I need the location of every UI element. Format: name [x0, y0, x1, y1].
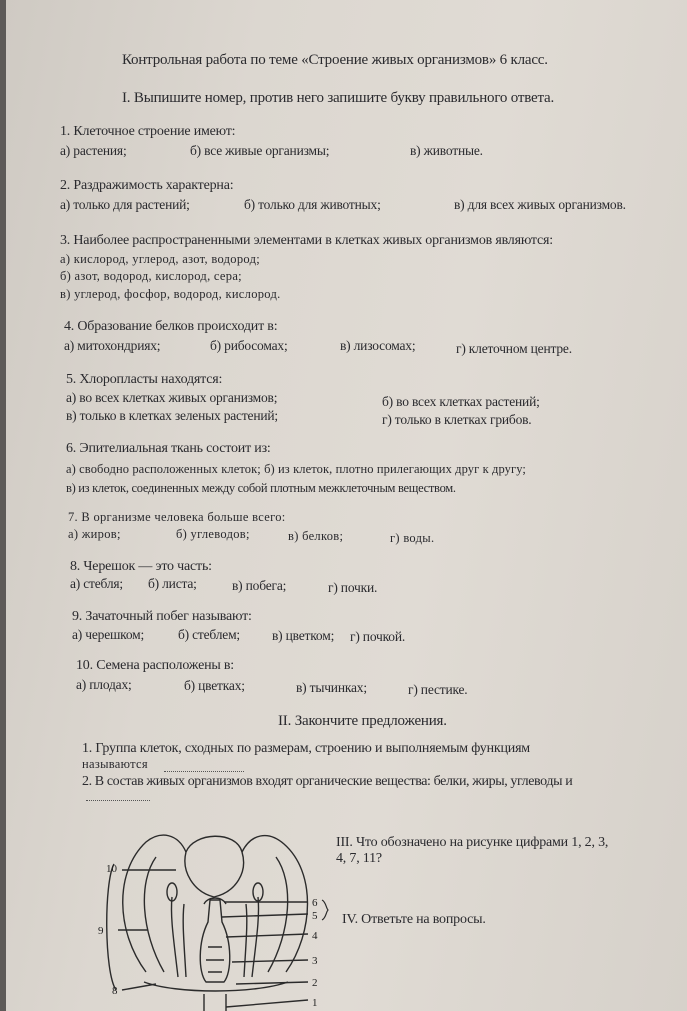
petal-left-inner — [144, 857, 164, 972]
q3-option-a: а) кислород, углерод, азот, водород; — [60, 252, 261, 266]
q1-option-a: а) растения; — [60, 143, 127, 158]
q5-option-d: г) только в клетках грибов. — [382, 412, 532, 427]
q7-option-a: а) жиров; — [68, 527, 121, 541]
label-10: 10 — [106, 863, 117, 875]
q10-option-a: а) плодах; — [76, 677, 132, 692]
question-5: 5. Хлоропласты находятся: — [66, 372, 223, 387]
q5-option-a: а) во всех клетках живых организмов; — [66, 390, 278, 405]
pistil — [200, 900, 230, 982]
label-bracket — [107, 864, 116, 990]
q1-option-c: в) животные. — [410, 143, 483, 158]
flower-diagram — [86, 822, 336, 1011]
leader-4 — [226, 934, 308, 937]
q8-option-d: г) почки. — [328, 580, 378, 595]
part1-heading: I. Выпишите номер, против него запишите букву правильного ответа. — [122, 90, 555, 106]
stamen-right-1 — [252, 897, 259, 977]
part2-item-2: 2. В состав живых организмов входят органические вещества: белки, жиры, углеводы и — [82, 774, 573, 789]
question-10: 10. Семена расположены в: — [76, 658, 234, 673]
q5-option-b: б) во всех клетках растений; — [382, 394, 540, 409]
answer-blank-2 — [86, 800, 150, 801]
brace-6-5 — [322, 900, 328, 920]
q9-option-b: б) стеблем; — [178, 627, 240, 642]
q4-option-c: в) лизосомах; — [340, 338, 416, 353]
q9-option-d: г) почкой. — [350, 629, 406, 644]
q6-option-c: в) из клеток, соединенных между собой плотным межклеточным веществом. — [66, 481, 456, 495]
q4-option-d: г) клеточном центре. — [456, 341, 572, 356]
ovule-lines — [206, 947, 224, 972]
q7-option-b: б) углеводов; — [176, 527, 250, 541]
q10-option-d: г) пестике. — [408, 682, 468, 697]
part2-heading: II. Закончите предложения. — [278, 713, 447, 729]
question-2: 2. Раздражимость характерна: — [60, 178, 234, 193]
stigma — [204, 898, 226, 904]
petal-center — [185, 836, 244, 897]
label-9: 9 — [98, 925, 104, 937]
answer-blank-1 — [164, 771, 244, 772]
leader-3 — [232, 960, 308, 962]
question-1: 1. Клеточное строение имеют: — [60, 124, 236, 139]
page-title: Контрольная работа по теме «Строение живых организмов» 6 класс. — [122, 52, 548, 68]
part2-item-1: 1. Группа клеток, сходных по размерам, строению и выполняемым функциям — [82, 741, 530, 756]
q6-option-ab: а) свободно расположенных клеток; б) из клеток, плотно прилегающих друг к другу; — [66, 462, 526, 476]
q1-option-b: б) все живые организмы; — [190, 143, 330, 158]
label-3: 3 — [312, 955, 318, 967]
question-9: 9. Зачаточный побег называют: — [72, 609, 252, 624]
question-6: 6. Эпителиальная ткань состоит из: — [66, 441, 271, 456]
q7-option-c: в) белков; — [288, 529, 344, 543]
q5-option-c: в) только в клетках зеленых растений; — [66, 408, 278, 423]
q8-option-a: а) стебля; — [70, 576, 123, 591]
q2-option-c: в) для всех живых организмов. — [454, 197, 626, 212]
part2-item-1-cont: называются — [82, 757, 148, 771]
leader-2 — [236, 982, 308, 984]
leader-1 — [226, 1000, 308, 1007]
flower-stalk — [204, 994, 226, 1011]
q10-option-c: в) тычинках; — [296, 680, 367, 695]
part3-heading-line1: III. Что обозначено на рисунке цифрами 1, 2, 3, — [336, 835, 609, 850]
stamen-left-2 — [183, 904, 186, 977]
q7-option-d: г) воды. — [390, 531, 435, 545]
q8-option-c: в) побега; — [232, 578, 287, 593]
label-2: 2 — [312, 977, 318, 989]
leader-8 — [122, 984, 156, 990]
q9-option-a: а) черешком; — [72, 627, 145, 642]
question-3: 3. Наиболее распространенными элементами в клетках живых организмов являются: — [60, 233, 553, 248]
part3-heading-line2: 4, 7, 11? — [336, 851, 382, 866]
part4-heading: IV. Ответьте на вопросы. — [342, 912, 486, 927]
question-7: 7. В организме человека больше всего: — [68, 510, 286, 524]
label-1: 1 — [312, 997, 318, 1009]
q2-option-b: б) только для животных; — [244, 197, 381, 212]
q2-option-a: а) только для растений; — [60, 197, 190, 212]
q10-option-b: б) цветках; — [184, 678, 245, 693]
petal-right-outer — [242, 836, 308, 972]
label-6: 6 — [312, 897, 318, 909]
label-8: 8 — [112, 985, 118, 997]
label-5: 5 — [312, 910, 318, 922]
q3-option-c: в) углерод, фосфор, водород, кислород. — [60, 287, 281, 301]
q3-option-b: б) азот, водород, кислород, сера; — [60, 269, 242, 283]
stamen-right-2 — [244, 904, 247, 977]
question-8: 8. Черешок — это часть: — [70, 559, 212, 574]
stamen-left-1 — [171, 897, 178, 977]
worksheet-page — [6, 0, 687, 1011]
question-4: 4. Образование белков происходит в: — [64, 319, 278, 334]
q9-option-c: в) цветком; — [272, 628, 335, 643]
leader-5 — [222, 914, 308, 917]
q4-option-a: а) митохондриях; — [64, 338, 161, 353]
label-4: 4 — [312, 930, 318, 942]
q8-option-b: б) листа; — [148, 576, 197, 591]
q4-option-b: б) рибосомах; — [210, 338, 288, 353]
